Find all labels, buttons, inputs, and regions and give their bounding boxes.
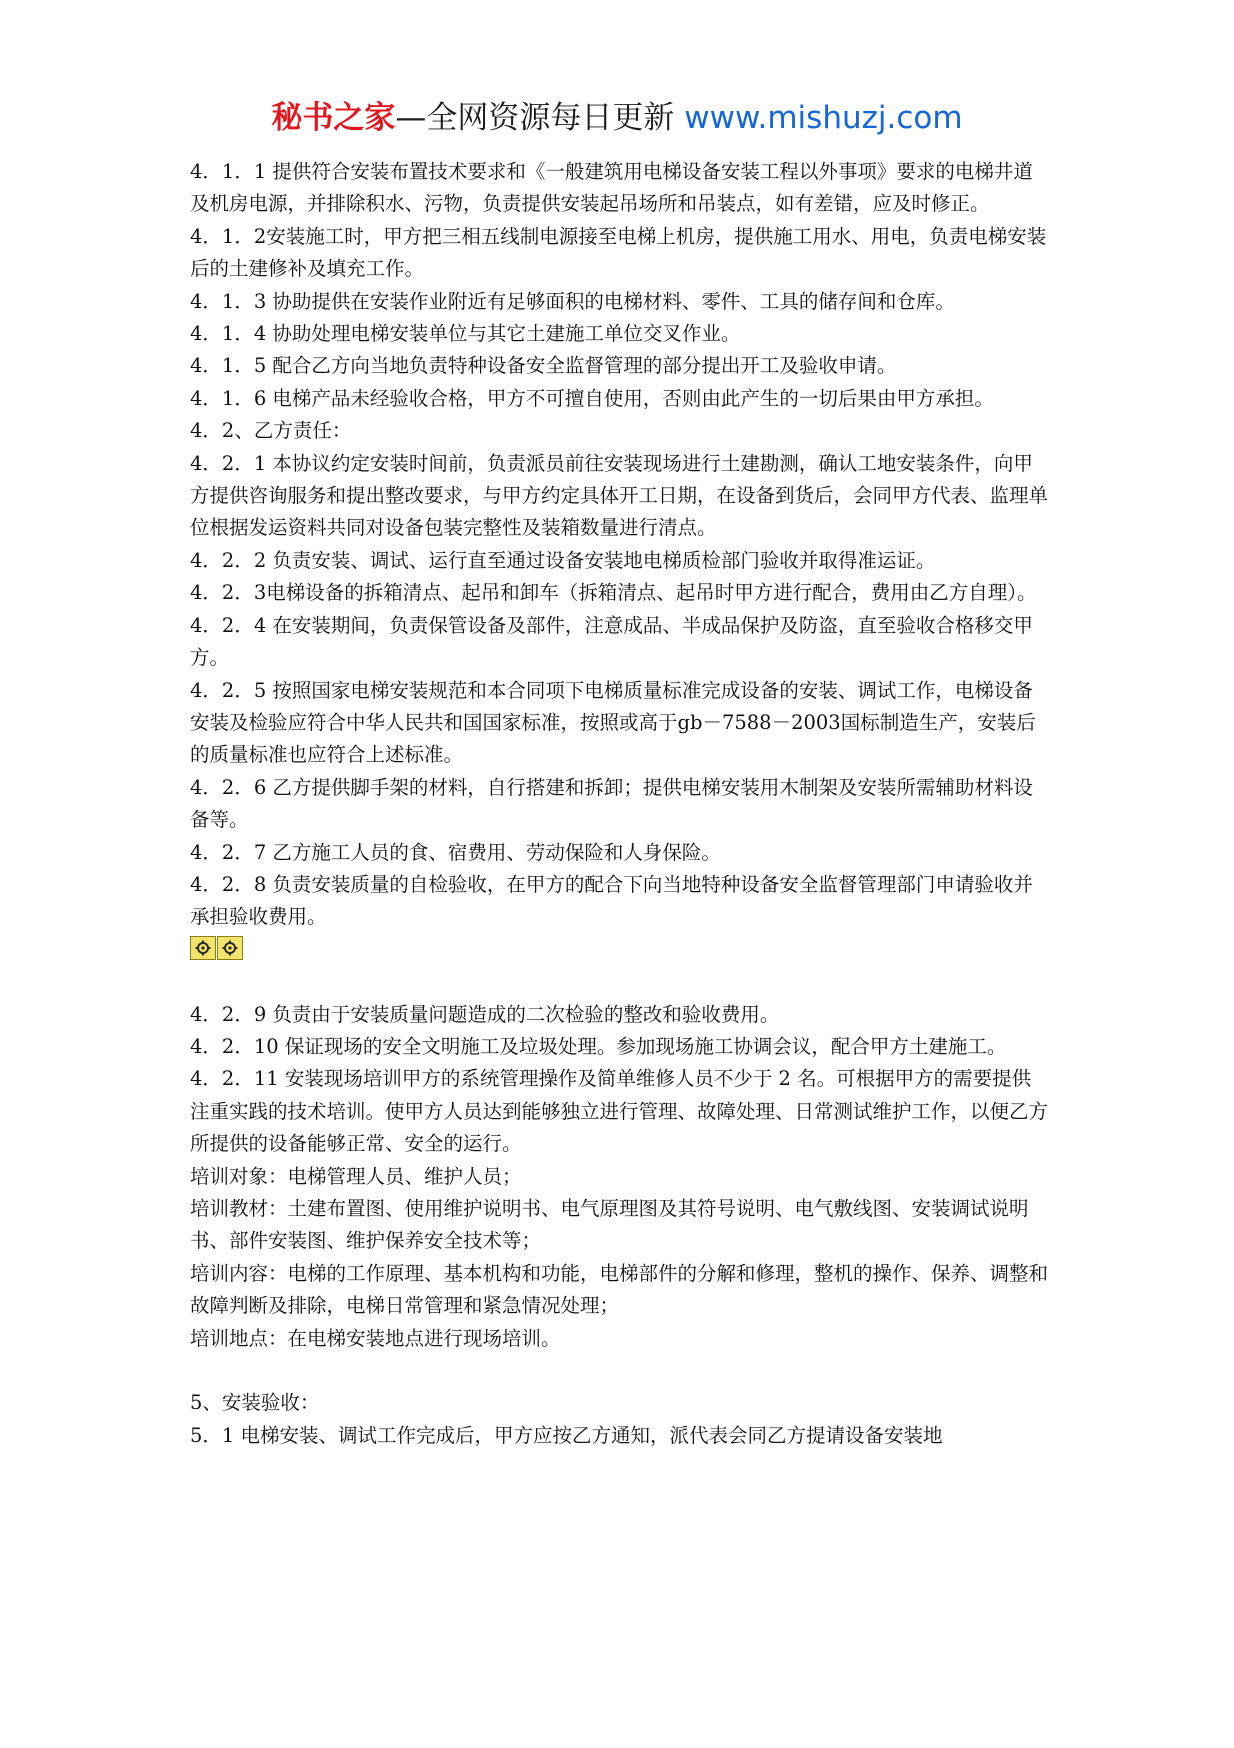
section-4-2-continued bbox=[190, 999, 1050, 1355]
paragraph: 4．2．3电梯设备的拆箱清点、起吊和卸车（拆箱清点、起吊时甲方进行配合，费用由乙方自理）。 bbox=[190, 581, 1037, 605]
paragraph: 4．2．1 本协议约定安装时间前，负责派员前往安装现场进行土建勘测，确认工地安装条件，向甲方提供咨询服务和提出整改要求，与甲方约定具体开工日期，在设备到货后，会同甲方代表、监理单位根据发运资料共同对设备包装完整性及装箱数量进行清点。 bbox=[190, 451, 1049, 540]
paragraph: 4．1．5 配合乙方向当地负责特种设备安全监督管理的部分提出开工及验收申请。 bbox=[190, 354, 897, 378]
paragraph: 培训对象：电梯管理人员、维护人员； bbox=[190, 1164, 522, 1188]
site-tagline: —全网资源每日更新 bbox=[395, 100, 675, 136]
gear-icon[interactable] bbox=[217, 936, 243, 960]
section-5 bbox=[190, 1387, 1050, 1452]
paragraph: 5．1 电梯安装、调试工作完成后，甲方应按乙方通知，派代表会同乙方提请设备安装地 bbox=[190, 1423, 943, 1447]
site-brand: 秘书之家 bbox=[271, 100, 396, 136]
paragraph: 4．1．3 协助提供在安装作业附近有足够面积的电梯材料、零件、工具的储存间和仓库。 bbox=[190, 289, 955, 313]
section-4-1 bbox=[190, 156, 1050, 934]
embedded-icons bbox=[190, 934, 1050, 966]
paragraph: 4．2．10 保证现场的安全文明施工及垃圾处理。参加现场施工协调会议，配合甲方土建施工。 bbox=[190, 1034, 1007, 1058]
site-header bbox=[0, 98, 1234, 138]
section-heading: 5、安装验收： bbox=[190, 1391, 320, 1415]
document-body bbox=[190, 156, 1050, 1452]
paragraph: 培训教材：土建布置图、使用维护说明书、电气原理图及其符号说明、电气敷线图、安装调试说明书、部件安装图、维护保养安全技术等； bbox=[190, 1196, 1029, 1253]
paragraph: 4．2．9 负责由于安装质量问题造成的二次检验的整改和验收费用。 bbox=[190, 1002, 780, 1026]
paragraph: 培训地点：在电梯安装地点进行现场培训。 bbox=[190, 1326, 561, 1350]
paragraph: 4．2．4 在安装期间，负责保管设备及部件，注意成品、半成品保护及防盗，直至验收合格移交甲方。 bbox=[190, 613, 1033, 670]
paragraph: 4．1．6 电梯产品未经验收合格，甲方不可擅自使用，否则由此产生的一切后果由甲方承担。 bbox=[190, 386, 994, 410]
paragraph: 4．2．6 乙方提供脚手架的材料，自行搭建和拆卸；提供电梯安装用木制架及安装所需辅助材料设备等。 bbox=[190, 775, 1033, 832]
paragraph: 4．1．4 协助处理电梯安装单位与其它土建施工单位交叉作业。 bbox=[190, 322, 741, 346]
site-url-link[interactable]: www.mishuzj.com bbox=[684, 100, 963, 136]
blank-line bbox=[190, 1355, 1050, 1387]
paragraph: 4．2．2 负责安装、调试、运行直至通过设备安装地电梯质检部门验收并取得准运证。 bbox=[190, 548, 936, 572]
paragraph: 4．1．1 提供符合安装布置技术要求和《一般建筑用电梯设备安装工程以外事项》要求的电梯井道及机房电源，并排除积水、污物，负责提供安装起吊场所和吊装点，如有差错，应及时修正。 bbox=[190, 160, 1033, 216]
paragraph: 4．1．2安装施工时，甲方把三相五线制电源接至电梯上机房，提供施工用水、用电，负责电梯安装后的土建修补及填充工作。 bbox=[190, 224, 1047, 281]
paragraph: 4．2．11 安装现场培训甲方的系统管理操作及简单维修人员不少于 2 名。可根据甲方的需要提供注重实践的技术培训。使甲方人员达到能够独立进行管理、故障处理、日常测试维护工作，以便乙方所提供的设备能够正常、安全的运行。 bbox=[190, 1067, 1049, 1156]
gear-icon[interactable] bbox=[190, 936, 216, 960]
blank-line bbox=[190, 966, 1050, 998]
paragraph: 4．2．7 乙方施工人员的食、宿费用、劳动保险和人身保险。 bbox=[190, 840, 721, 864]
paragraph: 4．2．5 按照国家电梯安装规范和本合同项下电梯质量标准完成设备的安装、调试工作，电梯设备安装及检验应符合中华人民共和国国家标准，按照或高于gb－7588－2003国标制造生产，安装后的质量标准也应符合上述标准。 bbox=[190, 678, 1036, 767]
section-heading: 4．2、乙方责任： bbox=[190, 419, 352, 443]
paragraph: 培训内容：电梯的工作原理、基本机构和功能，电梯部件的分解和修理，整机的操作、保养、调整和故障判断及排除，电梯日常管理和紧急情况处理； bbox=[190, 1261, 1049, 1318]
paragraph: 4．2．8 负责安装质量的自检验收，在甲方的配合下向当地特种设备安全监督管理部门申请验收并承担验收费用。 bbox=[190, 872, 1033, 929]
